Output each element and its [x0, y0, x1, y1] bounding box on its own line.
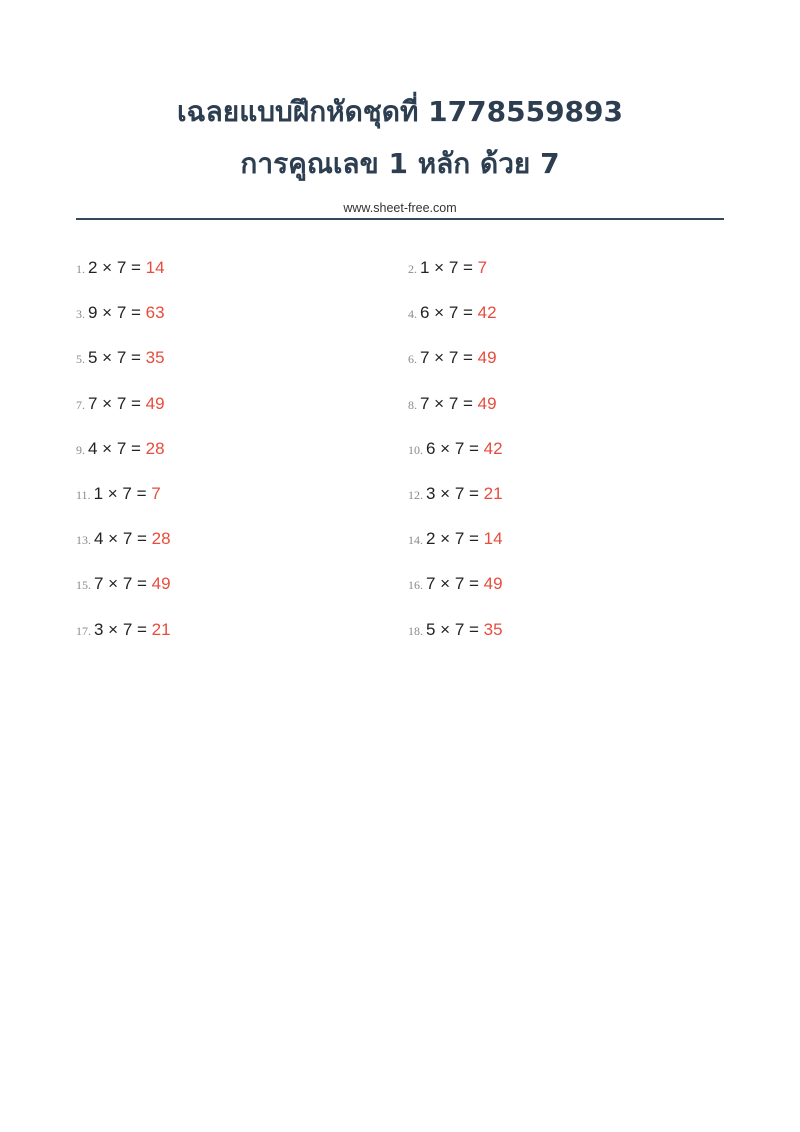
- problem-item: [408, 564, 740, 609]
- problem-number: 14.: [408, 533, 423, 548]
- problem-number: 4.: [408, 307, 417, 322]
- problem-expression: 5 × 7 =: [426, 619, 479, 639]
- problem-item: [408, 338, 740, 383]
- problem-expression: 5 × 7 =: [88, 348, 141, 368]
- problem-expression: 3 × 7 =: [426, 483, 479, 503]
- problem-answer: 49: [151, 574, 171, 594]
- problem-expression: 9 × 7 =: [88, 303, 141, 323]
- problem-item: [408, 474, 740, 519]
- problem-expression: 6 × 7 =: [426, 438, 479, 458]
- problem-expression: 7 × 7 =: [420, 348, 473, 368]
- problem-number: 11.: [76, 487, 91, 502]
- problem-expression: 1 × 7 =: [420, 258, 473, 277]
- problem-item: [408, 519, 740, 564]
- problem-item: [408, 293, 740, 338]
- problem-answer: 35: [145, 348, 165, 368]
- problem-expression: 4 × 7 =: [94, 529, 147, 549]
- problem-answer: 28: [151, 529, 171, 549]
- problem-answer: 42: [477, 303, 497, 323]
- problem-number: 16.: [408, 578, 423, 593]
- problem-number: 3.: [76, 307, 85, 322]
- problem-expression: 2 × 7 =: [88, 258, 141, 277]
- problem-item: [76, 248, 408, 293]
- problem-answer: 7: [151, 483, 161, 503]
- problem-item: [76, 293, 408, 338]
- problem-expression: 7 × 7 =: [94, 574, 147, 594]
- problem-number: 5.: [76, 352, 85, 367]
- problem-expression: 7 × 7 =: [420, 393, 473, 413]
- problem-expression: 7 × 7 =: [88, 393, 141, 413]
- problem-item: [408, 610, 740, 655]
- worksheet-header: [0, 86, 800, 215]
- problem-answer: 35: [483, 619, 503, 639]
- problem-answer: 7: [477, 258, 488, 277]
- problem-item: [76, 610, 408, 655]
- problem-grid: [76, 248, 740, 655]
- problem-answer: 42: [483, 438, 503, 458]
- problem-item: [76, 384, 408, 429]
- problem-item: [76, 564, 408, 609]
- problem-number: 8.: [408, 397, 417, 412]
- problem-number: 1.: [76, 262, 85, 276]
- problem-expression: 3 × 7 =: [94, 619, 147, 639]
- problem-expression: 2 × 7 =: [426, 529, 479, 549]
- problem-expression: 7 × 7 =: [426, 574, 479, 594]
- problem-number: 7.: [76, 397, 85, 412]
- problem-expression: 6 × 7 =: [420, 303, 473, 323]
- problem-item: [76, 474, 408, 519]
- problem-expression: 4 × 7 =: [88, 438, 141, 458]
- problem-number: 10.: [408, 442, 423, 457]
- problem-answer: 21: [151, 619, 171, 639]
- worksheet-subtitle: การคูณเลข 1 หลัก ด้วย 7: [240, 147, 560, 180]
- problem-number: 15.: [76, 578, 91, 593]
- problem-answer: 49: [477, 348, 497, 368]
- problem-answer: 14: [483, 529, 503, 549]
- problem-answer: 21: [483, 483, 503, 503]
- problem-number: 9.: [76, 442, 85, 457]
- site-url: www.sheet-free.com: [343, 201, 457, 215]
- problem-item: [408, 384, 740, 429]
- problem-item: [76, 429, 408, 474]
- problem-number: 17.: [76, 623, 91, 638]
- header-divider: [76, 218, 724, 220]
- problem-answer: 49: [145, 393, 165, 413]
- problem-answer: 28: [145, 438, 165, 458]
- problem-item: [408, 429, 740, 474]
- worksheet-title: เฉลยแบบฝึกหัดชุดที่ 1778559893: [176, 95, 624, 128]
- problem-number: 13.: [76, 533, 91, 548]
- problem-answer: 63: [145, 303, 165, 323]
- problem-item: [408, 248, 740, 293]
- problem-answer: 14: [145, 258, 165, 277]
- problem-number: 12.: [408, 487, 423, 502]
- problem-number: 6.: [408, 352, 417, 367]
- problem-number: 2.: [408, 262, 417, 276]
- problem-expression: 1 × 7 =: [93, 483, 147, 503]
- problem-answer: 49: [483, 574, 503, 594]
- problem-number: 18.: [408, 623, 423, 638]
- problem-item: [76, 519, 408, 564]
- problem-item: [76, 338, 408, 383]
- problem-answer: 49: [477, 393, 497, 413]
